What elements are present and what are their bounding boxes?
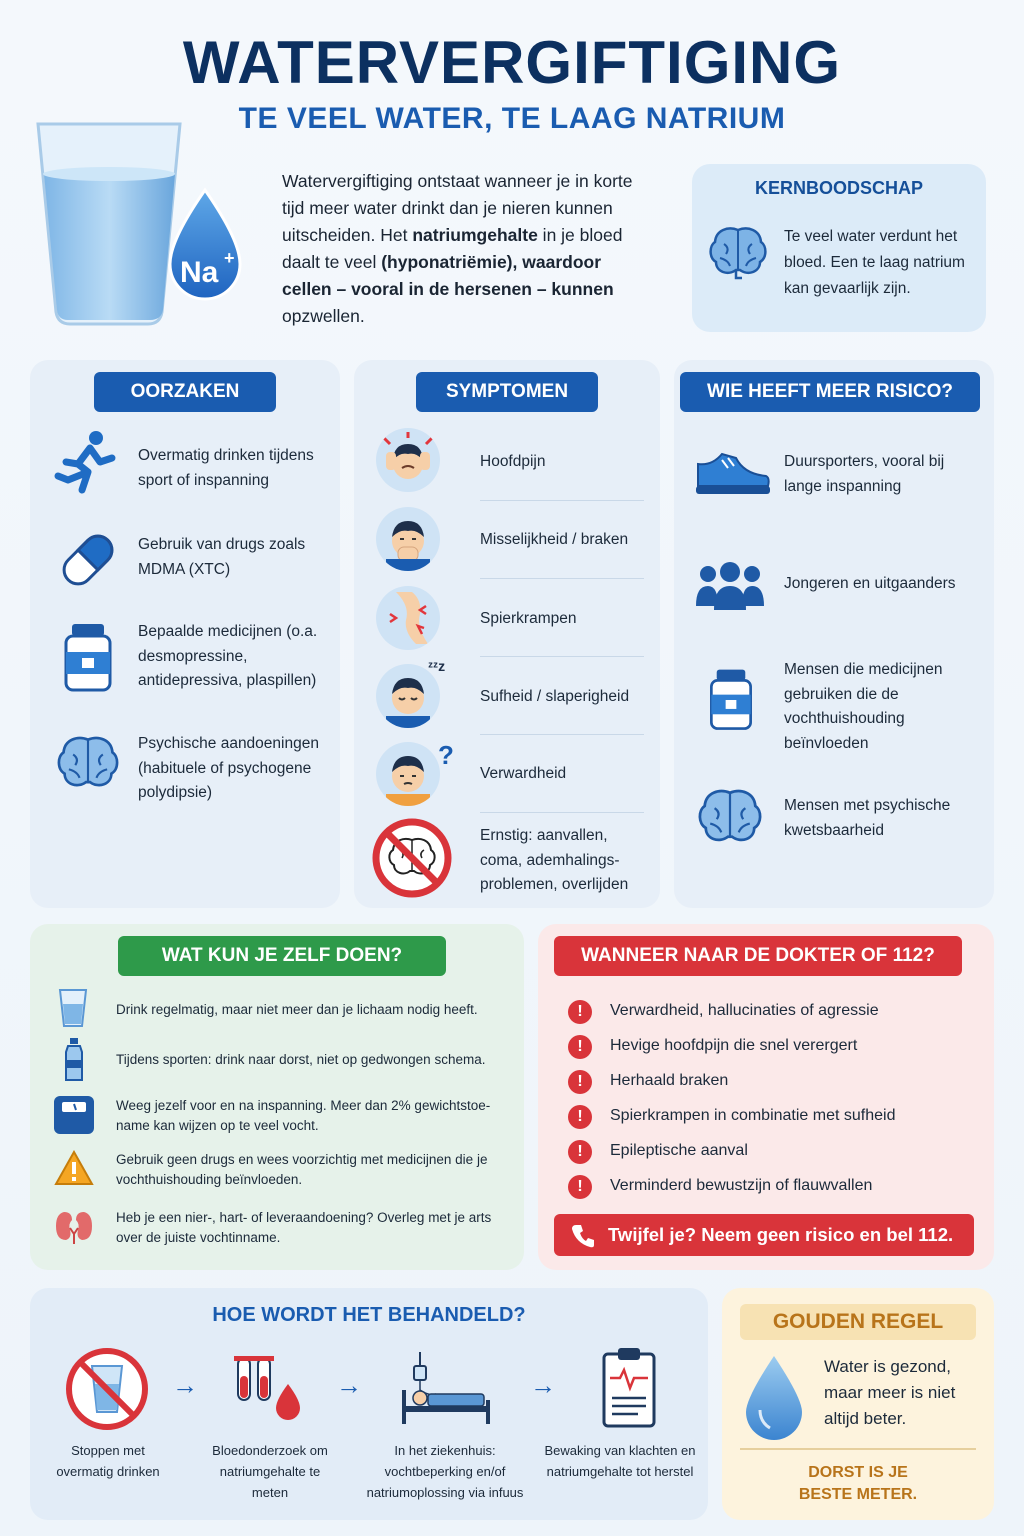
zzz-icon: ᶻᶻz — [428, 658, 446, 674]
medicine-bottle-icon — [60, 622, 116, 694]
call-112-banner — [554, 1214, 974, 1256]
symptoms-title: SYMPTOMEN — [416, 372, 598, 412]
symptom-item-text: Hoofdpijn — [480, 453, 546, 470]
cause-item-text: Gebruik van drugs zoals MDMA (XTC) — [138, 536, 306, 578]
medicine-bottle-icon — [706, 664, 756, 736]
divider — [480, 578, 644, 579]
group-icon — [694, 560, 766, 612]
call-112-text: Twijfel je? Neem geen risico en bel 112. — [608, 1224, 954, 1245]
self-care-item-text: Weeg jezelf voor en na inspanning. Meer dan 2% gewichtstoe-name kan wijzen op te veel vocht. — [116, 1098, 491, 1133]
treatment-title: HOE WORDT HET BEHANDELD? — [212, 1304, 526, 1326]
doctor-item-text: Spierkrampen in combinatie met sufheid — [610, 1107, 896, 1124]
doctor-list-item — [568, 1138, 978, 1173]
warning-icon — [54, 1150, 94, 1186]
alert-icon: ! — [568, 1000, 592, 1024]
alert-icon: ! — [568, 1105, 592, 1129]
brain-icon — [694, 784, 766, 850]
treatment-panel — [30, 1288, 708, 1520]
treatment-step-text: Stoppen met overmatig drinken — [56, 1443, 160, 1479]
key-message-text: Te veel water verdunt het bloed. Een te laag natrium kan gevaarlijk zijn. — [784, 228, 965, 297]
doctor-list-item — [568, 1173, 978, 1208]
golden-rule-panel — [722, 1288, 994, 1520]
alert-icon: ! — [568, 1070, 592, 1094]
page-title: WATERVERGIFTIGING — [182, 29, 842, 96]
water-glass-sodium-icon — [30, 112, 260, 342]
treatment-step-text: Bewaking van klachten en natriumgehalte tot herstel — [544, 1443, 696, 1479]
golden-rule-footer: DORST IS JE BESTE METER. — [798, 1464, 918, 1503]
divider — [480, 734, 644, 735]
water-drop-icon — [744, 1352, 804, 1440]
risk-title: WIE HEEFT MEER RISICO? — [680, 372, 980, 412]
risk-item-text: Mensen die medicijnen gebruiken die de vochthuishouding beïnvloeden — [784, 661, 943, 752]
risk-item-text: Jongeren en uitgaanders — [784, 575, 956, 592]
na-superscript: + — [224, 248, 235, 268]
divider — [480, 656, 644, 657]
cramp-icon — [376, 586, 440, 650]
glass-icon — [58, 988, 88, 1028]
doctor-list-item — [568, 998, 978, 1033]
doctor-item-text: Epileptische aanval — [610, 1142, 748, 1159]
confused-icon — [376, 742, 440, 806]
phone-icon — [570, 1223, 596, 1249]
scale-icon — [52, 1094, 96, 1136]
self-care-item-text: Drink regelmatig, maar niet meer dan je lichaam nodig heeft. — [116, 1002, 478, 1017]
divider — [480, 500, 644, 501]
doctor-list-item — [568, 1068, 978, 1103]
doctor-list — [568, 998, 978, 1208]
brain-icon — [706, 222, 770, 282]
symptom-item-text: Misselijkheid / braken — [480, 531, 629, 548]
na-label: Na — [180, 256, 219, 289]
doctor-item-text: Herhaald braken — [610, 1072, 729, 1089]
alert-icon: ! — [568, 1140, 592, 1164]
golden-rule-text: Water is gezond, maar meer is niet altijd beter. — [824, 1357, 956, 1428]
cause-item-text: Psychische aandoeningen (habituele of psychogene polydipsie) — [138, 735, 319, 801]
alert-icon: ! — [568, 1035, 592, 1059]
clipboard-monitor-icon — [600, 1346, 658, 1430]
pill-capsule-icon — [56, 528, 120, 592]
self-care-item-text: Heb je een nier-, hart- of leveraandoening? Overleg met je arts over de juiste vochtinname. — [116, 1210, 492, 1245]
symptom-item-text: Ernstig: aanvallen, coma, ademhalings-problemen, overlijden — [480, 827, 629, 893]
sneaker-icon — [692, 446, 772, 498]
water-bottle-icon — [64, 1038, 84, 1082]
treatment-step-text: Bloedonderzoek om natriumgehalte te meten — [212, 1443, 328, 1500]
treatment-step-text: In het ziekenhuis: vochtbeperking en/of natriumoplossing via infuus — [366, 1443, 524, 1500]
risk-item-text: Duursporters, vooral bij lange inspanning — [784, 453, 945, 495]
symptom-item-text: Sufheid / slaperigheid — [480, 688, 630, 705]
key-message-title: KERNBOODSCHAP — [754, 178, 923, 198]
alert-icon: ! — [568, 1175, 592, 1199]
intro-text: Watervergiftiging ontstaat wanneer je in korte tijd meer water drinkt dan je nieren kunnen uitscheiden. Het natriumgehalte in je bloed daalt te veel (hyponatriëmie), waardoor cellen – vooral in de hersenen – kunnen opzwellen. — [282, 171, 633, 326]
causes-title: OORZAKEN — [94, 372, 276, 412]
blood-test-icon — [234, 1354, 304, 1424]
symptoms-panel — [354, 360, 660, 908]
divider — [480, 812, 644, 813]
doctor-title: WANNEER NAAR DE DOKTER OF 112? — [554, 936, 962, 976]
nausea-icon — [376, 507, 440, 571]
hospital-bed-icon — [398, 1350, 494, 1428]
doctor-list-item — [568, 1033, 978, 1068]
doctor-list-item — [568, 1103, 978, 1138]
no-drinking-icon — [64, 1346, 150, 1432]
doctor-item-text: Hevige hoofdpijn die snel verergert — [610, 1037, 858, 1054]
symptom-item-text: Spierkrampen — [480, 610, 577, 627]
cause-item-text: Bepaalde medicijnen (o.a. desmopressine, antidepressiva, plaspillen) — [138, 623, 318, 689]
golden-rule-title: GOUDEN REGEL — [740, 1304, 976, 1340]
page-subtitle: TE VEEL WATER, TE LAAG NATRIUM — [238, 102, 786, 135]
arrow-right-icon: → — [336, 1370, 362, 1400]
self-care-item-text: Tijdens sporten: drink naar dorst, niet op gedwongen schema. — [116, 1052, 486, 1067]
risk-item-text: Mensen met psychische kwetsbaarheid — [784, 797, 951, 839]
self-care-item-text: Gebruik geen drugs en wees voorzichtig met medicijnen die je vochthuishouding beïnvloeden. — [116, 1152, 488, 1187]
arrow-right-icon: → — [172, 1370, 198, 1400]
risk-panel — [674, 360, 994, 908]
question-icon: ? — [438, 740, 454, 770]
doctor-item-text: Verminderd bewustzijn of flauwvallen — [610, 1177, 873, 1194]
self-care-panel — [30, 924, 524, 1270]
doctor-item-text: Verwardheid, hallucinaties of agressie — [610, 1002, 879, 1019]
kidney-icon — [54, 1208, 94, 1246]
key-message-card — [692, 164, 986, 332]
arrow-right-icon: → — [530, 1370, 556, 1400]
doctor-panel — [538, 924, 994, 1270]
divider — [740, 1448, 976, 1450]
symptom-item-text: Verwardheid — [480, 765, 567, 782]
self-care-title: WAT KUN JE ZELF DOEN? — [118, 936, 446, 976]
brain-warning-icon — [372, 818, 452, 898]
causes-panel — [30, 360, 340, 908]
headache-icon — [376, 428, 440, 492]
brain-icon — [54, 730, 122, 796]
runner-icon — [50, 428, 122, 500]
cause-item-text: Overmatig drinken tijdens sport of inspanning — [138, 447, 314, 489]
